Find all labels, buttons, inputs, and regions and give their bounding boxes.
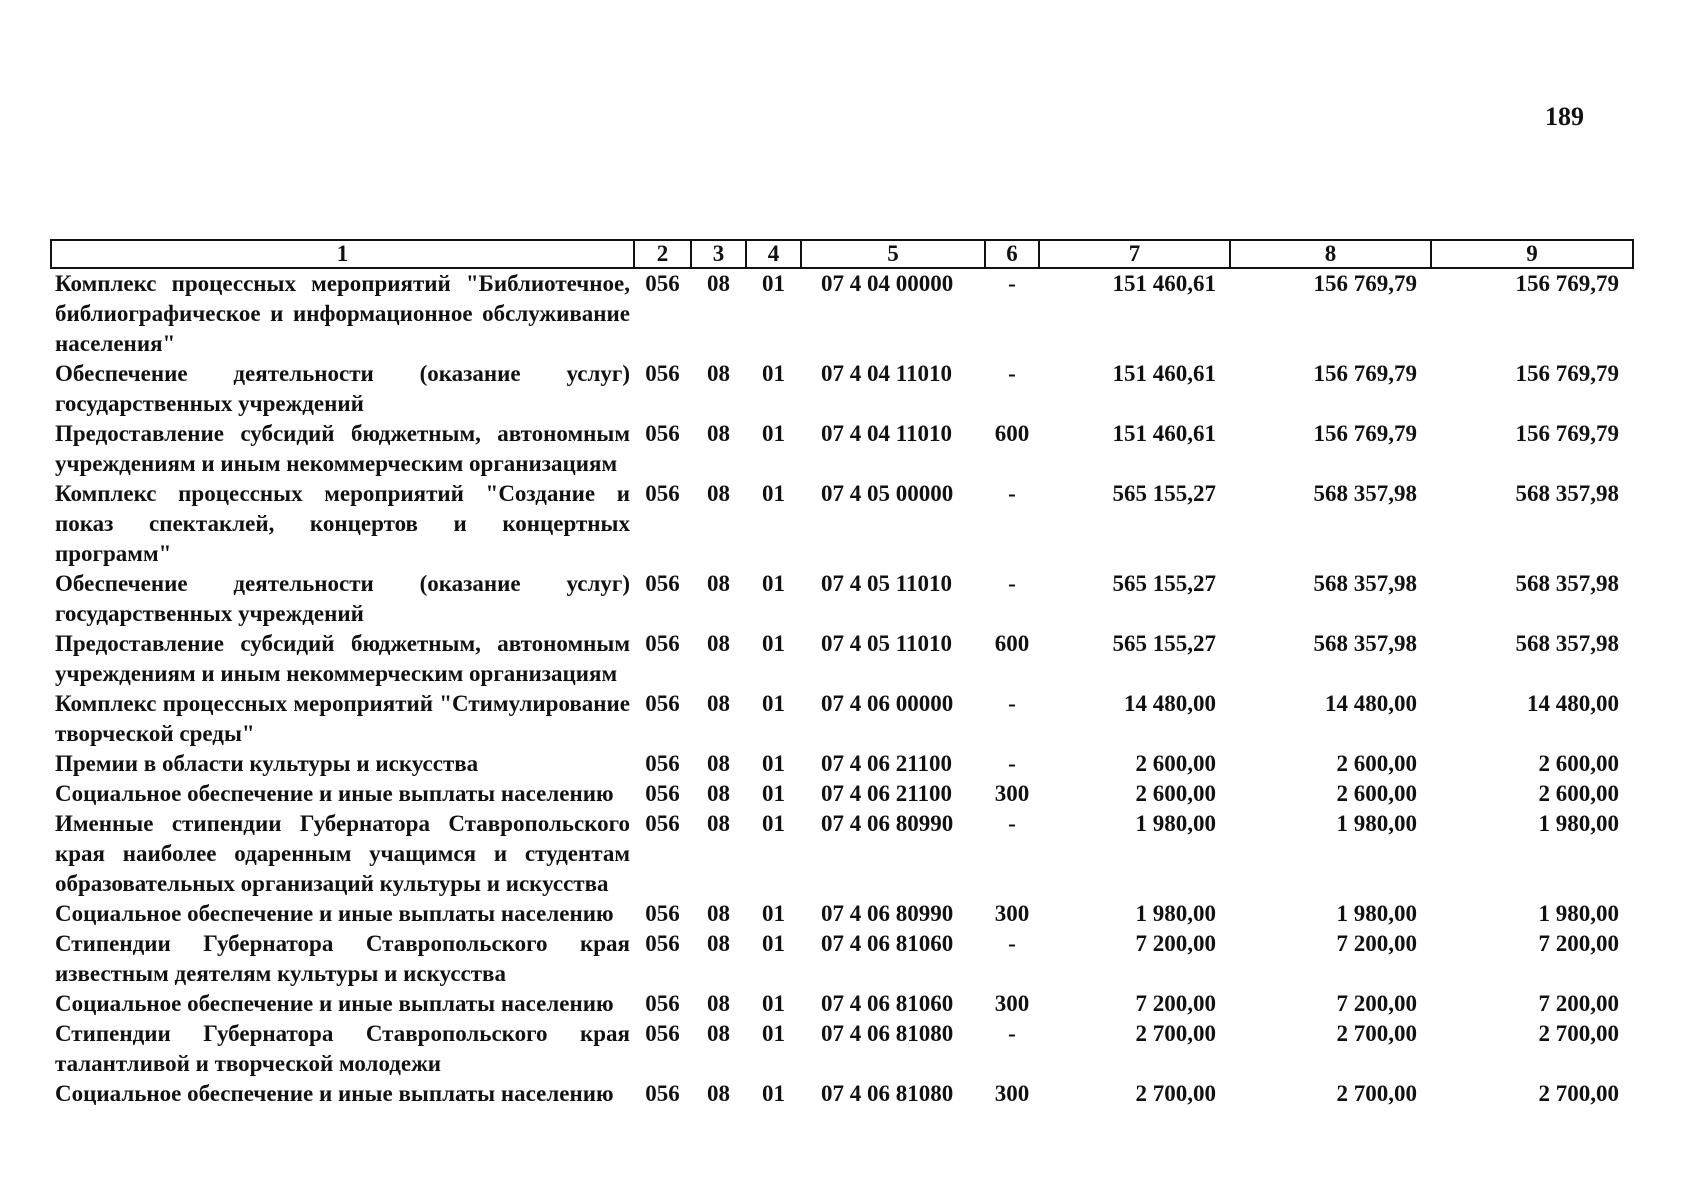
column-header: 2 <box>634 240 691 268</box>
table-row <box>51 779 1633 809</box>
amount-year-2: 568 357,98 <box>1313 631 1417 656</box>
ministry-code: 056 <box>645 1081 680 1106</box>
column-header: 3 <box>691 240 746 268</box>
table-row <box>51 929 1633 989</box>
amount-year-3: 7 200,00 <box>1538 991 1619 1016</box>
subsection-code: 01 <box>762 931 785 956</box>
subsection-code: 01 <box>762 991 785 1016</box>
target-article-code: 07 4 04 11010 <box>821 361 952 386</box>
amount-year-1: 565 155,27 <box>1112 571 1216 596</box>
amount-year-2: 2 700,00 <box>1336 1081 1417 1106</box>
amount-year-3: 156 769,79 <box>1515 271 1619 296</box>
expense-type-code: 600 <box>994 631 1030 656</box>
row-description: Предоставление субсидий бюджетным, автономным учреждениям и иным некоммерческим организациям <box>55 421 630 476</box>
subsection-code: 01 <box>762 751 785 776</box>
expense-type-code: - <box>1008 271 1016 296</box>
ministry-code: 056 <box>645 991 680 1016</box>
subsection-code: 01 <box>762 421 785 446</box>
ministry-code: 056 <box>645 631 680 656</box>
target-article-code: 07 4 06 00000 <box>821 691 954 716</box>
amount-year-1: 565 155,27 <box>1112 631 1216 656</box>
table-row <box>51 1079 1633 1109</box>
row-description: Социальное обеспечение и иные выплаты населению <box>55 901 614 926</box>
amount-year-1: 2 600,00 <box>1135 751 1216 776</box>
subsection-code: 01 <box>762 481 785 506</box>
column-header: 9 <box>1431 240 1633 268</box>
column-header: 1 <box>51 240 634 268</box>
target-article-code: 07 4 06 81060 <box>821 931 954 956</box>
amount-year-1: 7 200,00 <box>1135 991 1216 1016</box>
target-article-code: 07 4 06 81080 <box>821 1081 954 1106</box>
row-description: Стипендии Губернатора Ставропольского края талантливой и творческой молодежи <box>55 1021 630 1076</box>
column-header: 7 <box>1039 240 1230 268</box>
section-code: 08 <box>707 631 730 656</box>
target-article-code: 07 4 04 00000 <box>821 271 954 296</box>
amount-year-2: 156 769,79 <box>1313 421 1417 446</box>
subsection-code: 01 <box>762 1081 785 1106</box>
section-code: 08 <box>707 271 730 296</box>
column-header: 5 <box>801 240 985 268</box>
subsection-code: 01 <box>762 571 785 596</box>
amount-year-1: 151 460,61 <box>1112 421 1216 446</box>
row-description: Именные стипендии Губернатора Ставропольского края наиболее одаренным учащимся и студентам образовательных организаций культуры и искусства <box>55 811 630 896</box>
expense-type-code: - <box>1008 931 1016 956</box>
amount-year-3: 2 700,00 <box>1538 1021 1619 1046</box>
expense-type-code: - <box>1008 571 1016 596</box>
target-article-code: 07 4 05 00000 <box>821 481 954 506</box>
table-row <box>51 749 1633 779</box>
amount-year-3: 568 357,98 <box>1515 571 1619 596</box>
amount-year-2: 1 980,00 <box>1336 901 1417 926</box>
table-row <box>51 479 1633 569</box>
section-code: 08 <box>707 931 730 956</box>
target-article-code: 07 4 06 80990 <box>821 811 954 836</box>
amount-year-3: 2 600,00 <box>1538 781 1619 806</box>
section-code: 08 <box>707 571 730 596</box>
table-row <box>51 1019 1633 1079</box>
amount-year-2: 1 980,00 <box>1336 811 1417 836</box>
page-number: 189 <box>1545 102 1584 131</box>
table-row <box>51 268 1633 359</box>
amount-year-3: 156 769,79 <box>1515 421 1619 446</box>
column-header: 6 <box>985 240 1039 268</box>
column-header: 4 <box>746 240 801 268</box>
expense-type-code: 300 <box>994 781 1030 806</box>
expense-type-code: - <box>1008 361 1016 386</box>
table-row <box>51 629 1633 689</box>
target-article-code: 07 4 06 81060 <box>821 991 954 1016</box>
section-code: 08 <box>707 481 730 506</box>
table-row <box>51 689 1633 749</box>
amount-year-1: 2 700,00 <box>1135 1081 1216 1106</box>
expense-type-code: - <box>1008 691 1016 716</box>
amount-year-3: 156 769,79 <box>1515 361 1619 386</box>
expense-type-code: - <box>1008 1021 1016 1046</box>
ministry-code: 056 <box>645 481 680 506</box>
table-row <box>51 569 1633 629</box>
subsection-code: 01 <box>762 901 785 926</box>
amount-year-1: 151 460,61 <box>1112 361 1216 386</box>
row-description: Социальное обеспечение и иные выплаты населению <box>55 1081 614 1106</box>
section-code: 08 <box>707 781 730 806</box>
amount-year-2: 7 200,00 <box>1336 931 1417 956</box>
ministry-code: 056 <box>645 811 680 836</box>
amount-year-1: 151 460,61 <box>1112 271 1216 296</box>
amount-year-3: 7 200,00 <box>1538 931 1619 956</box>
expense-type-code: 600 <box>994 421 1030 446</box>
amount-year-1: 2 700,00 <box>1135 1021 1216 1046</box>
section-code: 08 <box>707 811 730 836</box>
section-code: 08 <box>707 361 730 386</box>
amount-year-2: 2 700,00 <box>1336 1021 1417 1046</box>
subsection-code: 01 <box>762 361 785 386</box>
amount-year-2: 14 480,00 <box>1325 691 1417 716</box>
subsection-code: 01 <box>762 781 785 806</box>
table-body <box>51 268 1633 1109</box>
expense-type-code: 300 <box>994 1081 1030 1106</box>
amount-year-3: 2 700,00 <box>1538 1081 1619 1106</box>
target-article-code: 07 4 06 21100 <box>821 781 952 806</box>
subsection-code: 01 <box>762 631 785 656</box>
amount-year-2: 156 769,79 <box>1313 271 1417 296</box>
amount-year-3: 568 357,98 <box>1515 631 1619 656</box>
row-description: Обеспечение деятельности (оказание услуг) государственных учреждений <box>55 361 630 416</box>
section-code: 08 <box>707 751 730 776</box>
ministry-code: 056 <box>645 271 680 296</box>
row-description: Комплекс процессных мероприятий "Библиотечное, библиографическое и информационное обслуживание населения" <box>55 271 630 356</box>
ministry-code: 056 <box>645 1021 680 1046</box>
row-description: Социальное обеспечение и иные выплаты населению <box>55 781 614 806</box>
ministry-code: 056 <box>645 571 680 596</box>
table-row <box>51 359 1633 419</box>
amount-year-2: 568 357,98 <box>1313 481 1417 506</box>
expense-type-code: - <box>1008 811 1016 836</box>
amount-year-3: 568 357,98 <box>1515 481 1619 506</box>
expense-type-code: - <box>1008 751 1016 776</box>
amount-year-1: 1 980,00 <box>1135 901 1216 926</box>
amount-year-2: 7 200,00 <box>1336 991 1417 1016</box>
expense-type-code: 300 <box>994 901 1030 926</box>
table-row <box>51 809 1633 899</box>
amount-year-2: 568 357,98 <box>1313 571 1417 596</box>
target-article-code: 07 4 06 21100 <box>821 751 952 776</box>
target-article-code: 07 4 06 80990 <box>821 901 954 926</box>
ministry-code: 056 <box>645 751 680 776</box>
column-header: 8 <box>1230 240 1431 268</box>
subsection-code: 01 <box>762 811 785 836</box>
ministry-code: 056 <box>645 931 680 956</box>
amount-year-2: 2 600,00 <box>1336 781 1417 806</box>
row-description: Стипендии Губернатора Ставропольского края известным деятелям культуры и искусства <box>55 931 630 986</box>
target-article-code: 07 4 04 11010 <box>821 421 952 446</box>
ministry-code: 056 <box>645 421 680 446</box>
table-header-row <box>51 240 1633 268</box>
table-row <box>51 899 1633 929</box>
row-description: Социальное обеспечение и иные выплаты населению <box>55 991 614 1016</box>
ministry-code: 056 <box>645 781 680 806</box>
row-description: Предоставление субсидий бюджетным, автономным учреждениям и иным некоммерческим организациям <box>55 631 630 686</box>
amount-year-3: 14 480,00 <box>1527 691 1619 716</box>
table-row <box>51 989 1633 1019</box>
subsection-code: 01 <box>762 1021 785 1046</box>
amount-year-3: 1 980,00 <box>1538 811 1619 836</box>
target-article-code: 07 4 06 81080 <box>821 1021 954 1046</box>
amount-year-1: 565 155,27 <box>1112 481 1216 506</box>
section-code: 08 <box>707 901 730 926</box>
section-code: 08 <box>707 1081 730 1106</box>
subsection-code: 01 <box>762 691 785 716</box>
row-description: Комплекс процессных мероприятий "Создание и показ спектаклей, концертов и концертных программ" <box>55 481 630 566</box>
row-description: Комплекс процессных мероприятий "Стимулирование творческой среды" <box>55 691 630 746</box>
ministry-code: 056 <box>645 901 680 926</box>
ministry-code: 056 <box>645 361 680 386</box>
row-description: Премии в области культуры и искусства <box>55 751 479 776</box>
target-article-code: 07 4 05 11010 <box>821 571 952 596</box>
amount-year-2: 156 769,79 <box>1313 361 1417 386</box>
amount-year-1: 7 200,00 <box>1135 931 1216 956</box>
amount-year-1: 14 480,00 <box>1124 691 1216 716</box>
section-code: 08 <box>707 1021 730 1046</box>
section-code: 08 <box>707 421 730 446</box>
subsection-code: 01 <box>762 271 785 296</box>
amount-year-3: 2 600,00 <box>1538 751 1619 776</box>
row-description: Обеспечение деятельности (оказание услуг) государственных учреждений <box>55 571 630 626</box>
amount-year-2: 2 600,00 <box>1336 751 1417 776</box>
target-article-code: 07 4 05 11010 <box>821 631 952 656</box>
section-code: 08 <box>707 691 730 716</box>
table-row <box>51 419 1633 479</box>
expense-type-code: 300 <box>994 991 1030 1016</box>
amount-year-1: 2 600,00 <box>1135 781 1216 806</box>
section-code: 08 <box>707 991 730 1016</box>
expense-type-code: - <box>1008 481 1016 506</box>
amount-year-3: 1 980,00 <box>1538 901 1619 926</box>
budget-table <box>50 239 1634 1109</box>
ministry-code: 056 <box>645 691 680 716</box>
amount-year-1: 1 980,00 <box>1135 811 1216 836</box>
